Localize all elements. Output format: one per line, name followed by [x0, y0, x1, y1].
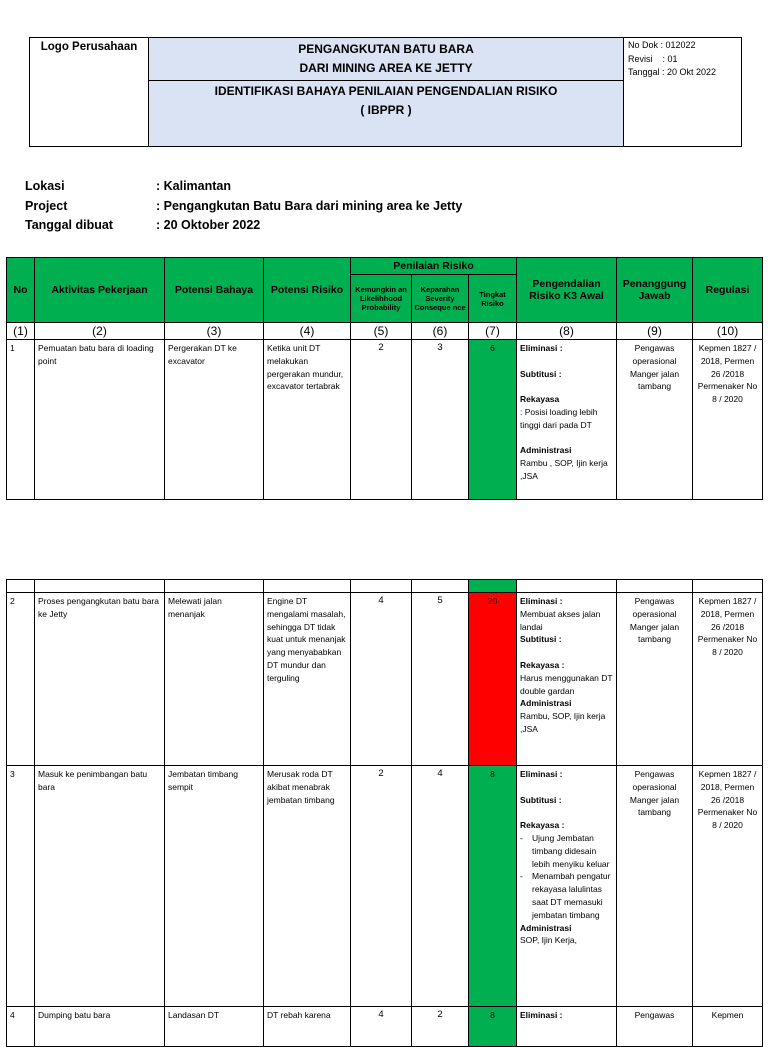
row-no: 4 — [7, 1007, 35, 1047]
info-row-lokasi — [25, 179, 462, 199]
company-logo-placeholder: Logo Perusahaan — [30, 38, 149, 146]
document-header — [29, 37, 742, 147]
title-line-1: PENGANGKUTAN BATU BARA — [298, 42, 474, 56]
header-row-1 — [7, 258, 763, 275]
col-no: No — [7, 258, 35, 323]
risk-table-part-2 — [6, 579, 763, 1047]
row-penanggung-jawab: Pengawas operasional Manger jalan tambang — [617, 340, 693, 500]
rekayasa-text: : Posisi loading lebih tinggi dari pada DT — [520, 406, 598, 430]
project-value: : Pengangkutan Batu Bara dari mining area ke Jetty — [156, 198, 463, 213]
subtitle-line-1: IDENTIFIKASI BAHAYA PENILAIAN PENGENDALIAN RISIKO — [214, 84, 558, 98]
row-tingkat-risiko: 6 — [469, 340, 517, 500]
info-row-project — [25, 199, 462, 219]
rekayasa-label: Rekayasa — [520, 394, 560, 405]
table-row — [7, 340, 763, 500]
administrasi-label: Administrasi — [520, 698, 572, 709]
row-penanggung-jawab: Pengawas operasional Manger jalan tambang — [617, 766, 693, 1007]
row-bahaya: Pergerakan DT ke excavator — [165, 340, 264, 500]
row-penanggung-jawab: Pengawas operasional Manger jalan tambang — [617, 593, 693, 766]
col-number: (5) — [351, 323, 412, 340]
eliminasi-text: Membuat akses jalan landai — [520, 608, 601, 632]
lokasi-label: Lokasi — [25, 179, 65, 193]
subtitle-cell — [149, 81, 623, 120]
row-kemungkinan: 4 — [351, 1007, 412, 1047]
row-risiko: Ketika unit DT melakukan pergerakan mundur, excavator tertabrak — [264, 340, 351, 500]
row-pengendalian — [517, 766, 617, 1007]
eliminasi-label: Eliminasi : — [520, 343, 563, 353]
row-keparahan: 5 — [412, 593, 469, 766]
row-regulasi: Kepmen 1827 / 2018, Permen 26 /2018 Permenaker No 8 / 2020 — [693, 340, 763, 500]
row-aktivitas: Proses pengangkutan batu bara ke Jetty — [35, 593, 165, 766]
row-kemungkinan: 4 — [351, 593, 412, 766]
rekayasa-item: - Ujung Jembatan timbang didesain lebih menyiku keluar — [520, 832, 613, 870]
rekayasa-label: Rekayasa : — [520, 820, 565, 831]
rekayasa-text: Harus menggunakan DT double gardan — [520, 672, 613, 696]
column-number-row — [7, 323, 763, 340]
col-number: (6) — [412, 323, 469, 340]
col-keparahan: Keparahan Severity Conseque nce — [412, 275, 469, 323]
substitusi-label: Subtitusi : — [520, 794, 562, 805]
row-no: 3 — [7, 766, 35, 1007]
row-no: 1 — [7, 340, 35, 500]
table-row — [7, 593, 763, 766]
row-risiko: DT rebah karena — [264, 1007, 351, 1047]
substitusi-label: Subtitusi : — [520, 368, 562, 379]
col-tingkat: Tingkat Risiko — [469, 275, 517, 323]
row-regulasi: Kepmen 1827 / 2018, Permen 26 /2018 Permenaker No 8 / 2020 — [693, 593, 763, 766]
row-keparahan: 2 — [412, 1007, 469, 1047]
col-number: (8) — [517, 323, 617, 340]
row-kemungkinan: 2 — [351, 766, 412, 1007]
administrasi-text: Rambu , SOP, Ijin kerja ,JSA — [520, 458, 608, 481]
col-potensi-risiko: Potensi Risiko — [264, 258, 351, 323]
row-regulasi: Kepmen — [693, 1007, 763, 1047]
administrasi-text: SOP, Ijin Kerja, — [520, 935, 578, 946]
risk-table-part-1 — [6, 257, 763, 500]
document-meta — [624, 38, 741, 146]
row-risiko: Merusak roda DT akibat menabrak jembatan timbang — [264, 766, 351, 1007]
row-tingkat-risiko: 20 — [469, 593, 517, 766]
doc-number: No Dok : 012022 — [628, 40, 696, 50]
row-pengendalian — [517, 1007, 617, 1047]
col-number: (9) — [617, 323, 693, 340]
table-row — [7, 1007, 763, 1047]
row-aktivitas: Dumping batu bara — [35, 1007, 165, 1047]
row-aktivitas: Pemuatan batu bara di loading point — [35, 340, 165, 500]
table-row — [7, 766, 763, 1007]
col-number: (1) — [7, 323, 35, 340]
row-bahaya: Landasan DT — [165, 1007, 264, 1047]
eliminasi-label: Eliminasi : — [520, 596, 563, 606]
row-risiko: Engine DT mengalami masalah, sehingga DT tidak kuat untuk menanjak yang menyababkan DT mundur dan terguling — [264, 593, 351, 766]
col-number: (3) — [165, 323, 264, 340]
project-label: Project — [25, 198, 68, 213]
col-regulasi: Regulasi — [693, 258, 763, 323]
row-penanggung-jawab: Pengawas — [617, 1007, 693, 1047]
subtitle-line-2: ( IBPPR ) — [360, 103, 412, 117]
rekayasa-item-text: Menambah pengatur rekayasa lalulintas saat DT memasuki jembatan timbang — [532, 871, 611, 920]
doc-revision: Revisi : 01 — [628, 53, 678, 64]
col-number: (4) — [264, 323, 351, 340]
col-kemungkinan: Kemungkin an Likelihhood Probability — [351, 275, 412, 323]
row-kemungkinan: 2 — [351, 340, 412, 500]
row-bahaya: Melewati jalan menanjak — [165, 593, 264, 766]
document-title-block — [149, 38, 624, 146]
col-number: (7) — [469, 323, 517, 340]
col-penanggung-jawab: Penanggung Jawab — [617, 258, 693, 323]
project-info — [25, 179, 462, 238]
lokasi-value: : Kalimantan — [156, 179, 232, 193]
rekayasa-label: Rekayasa : — [520, 659, 565, 670]
rekayasa-item-text: Ujung Jembatan timbang didesain lebih menyiku keluar — [532, 832, 610, 869]
col-number: (2) — [35, 323, 165, 340]
substitusi-label: Subtitusi : — [520, 634, 562, 645]
administrasi-label: Administrasi — [520, 922, 572, 933]
row-keparahan: 3 — [412, 340, 469, 500]
info-row-tanggal — [25, 218, 462, 238]
col-potensi-bahaya: Potensi Bahaya — [165, 258, 264, 323]
administrasi-label: Administrasi — [520, 445, 572, 456]
rekayasa-item: - Menambah pengatur rekayasa lalulintas saat DT memasuki jembatan timbang — [520, 870, 613, 921]
row-keparahan: 4 — [412, 766, 469, 1007]
tanggal-label: Tanggal dibuat — [25, 218, 113, 232]
continuation-empty-row — [7, 580, 763, 593]
col-number: (10) — [693, 323, 763, 340]
eliminasi-label: Eliminasi : — [520, 769, 563, 779]
row-tingkat-risiko: 8 — [469, 1007, 517, 1047]
row-regulasi: Kepmen 1827 / 2018, Permen 26 /2018 Permenaker No 8 / 2020 — [693, 766, 763, 1007]
col-penilaian-risiko: Penilaian Risiko — [351, 258, 517, 275]
row-pengendalian — [517, 340, 617, 500]
tanggal-value: : 20 Oktober 2022 — [156, 218, 261, 232]
title-line-2: DARI MINING AREA KE JETTY — [299, 61, 473, 75]
administrasi-text: Rambu, SOP, Ijin kerja ,JSA — [520, 711, 606, 734]
col-pengendalian: Pengendalian Risiko K3 Awal — [517, 258, 617, 323]
row-pengendalian — [517, 593, 617, 766]
row-aktivitas: Masuk ke penimbangan batu bara — [35, 766, 165, 1007]
row-tingkat-risiko: 8 — [469, 766, 517, 1007]
title-cell — [149, 38, 623, 81]
col-aktivitas: Aktivitas Pekerjaan — [35, 258, 165, 323]
doc-date: Tanggal : 20 Okt 2022 — [628, 67, 717, 77]
row-no: 2 — [7, 593, 35, 766]
eliminasi-label: Eliminasi : — [520, 1010, 563, 1020]
row-bahaya: Jembatan timbang sempit — [165, 766, 264, 1007]
